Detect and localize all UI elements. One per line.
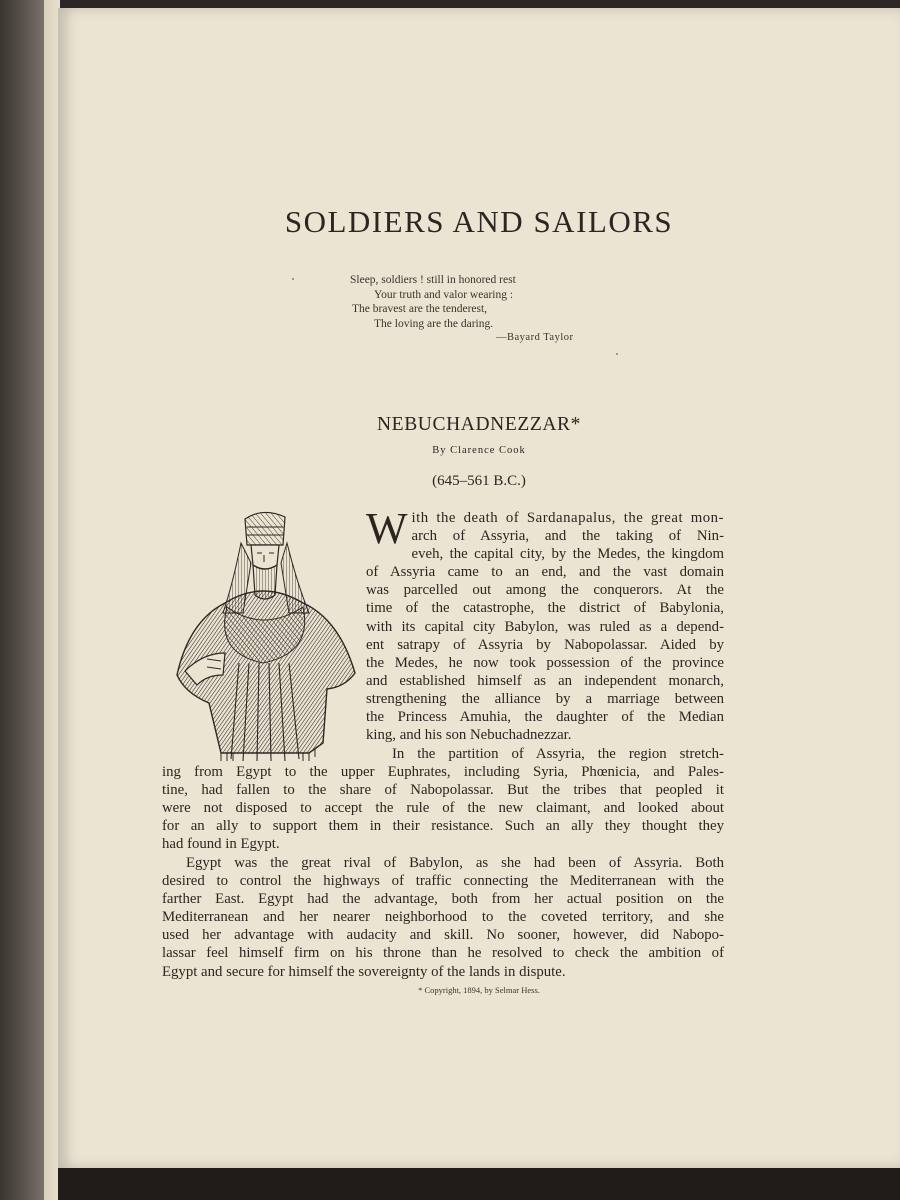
book-page [58,8,900,1168]
text-line: and established himself as an independent monarch, [366,672,724,689]
text-line: time of the catastrophe, the district of Babylonia, [366,600,724,617]
nebuchadnezzar-engraving [163,503,363,765]
life-dates: (645–561 B.C.) [432,473,526,489]
paper-speck [616,353,618,355]
author-byline: By Clarence Cook [432,445,526,456]
poem-line: Your truth and valor wearing : [374,288,514,301]
text-line: Mediterranean and her nearer neighborhood to the coveted territory, and she [162,909,724,926]
section-title: NEBUCHADNEZZAR* [377,414,581,435]
poem-line: The bravest are the tenderest, [352,303,488,315]
drop-cap: W [366,504,408,553]
text-line: Egypt and secure for himself the sovereignty of the lands in dispute. [162,963,566,980]
text-line: king, and his son Nebuchadnezzar. [366,727,572,744]
text-line: ent satrapy of Assyria by Nabopolassar. Aided by [366,636,724,653]
text-line: used her advantage with audacity and skill. No sooner, however, did Nabopo- [162,927,724,944]
text-line: with its capital city Babylon, was ruled as a depend- [366,618,724,635]
text-line: desired to control the highways of traffic connecting the Mediterranean with the [162,873,724,890]
text-line: the Princess Amuhia, the daughter of the Median [366,709,724,726]
chapter-title: SOLDIERS AND SAILORS [284,204,674,239]
poem-line: The loving are the daring. [374,317,494,330]
text-line: tine, had fallen to the share of Nabopolassar. But the tribes that peopled it [162,782,724,799]
paragraph-2 [162,745,724,854]
paragraph-3 [162,854,724,981]
text-line: eveh, the capital city, by the Medes, the kingdom [411,546,724,563]
poem-attribution: —Bayard Taylor [496,332,574,343]
paragraph-1 [366,504,724,744]
paper-speck [292,278,294,280]
text-line: had found in Egypt. [162,836,280,853]
text-line: were not disposed to accept the rule of the new claimant, and looked about [162,800,724,817]
text-line: strengthening the alliance by a marriage between [366,690,724,707]
copyright-footnote: * Copyright, 1894, by Selmar Hess. [418,985,540,995]
text-line: farther East. Egypt had the advantage, both from her actual position on the [162,891,724,908]
epigraph-poem [350,273,650,346]
text-line: Egypt was the great rival of Babylon, as she had been of Assyria. Both [186,855,724,871]
text-line: ith the death of Sardanapalus, the great mon- [411,510,724,526]
text-line: ing from Egypt to the upper Euphrates, including Syria, Phœnicia, and Pales- [162,764,724,781]
text-line: In the partition of Assyria, the region stretch- [392,746,724,762]
text-line: of Assyria came to an end, and the vast domain [366,564,724,581]
text-line: the Medes, he now took possession of the province [366,654,724,671]
poem-line: Sleep, soldiers ! still in honored rest [350,274,516,286]
text-line: was parcelled out among the conquerors. At the [366,582,724,599]
text-line: for an ally to support them in their resistance. Such an ally they thought they [162,818,724,835]
text-line: lassar feel himself firm on his throne than he resolved to check the ambition of [162,945,724,962]
table-surface [58,1168,900,1200]
text-line: arch of Assyria, and the taking of Nin- [411,528,724,545]
